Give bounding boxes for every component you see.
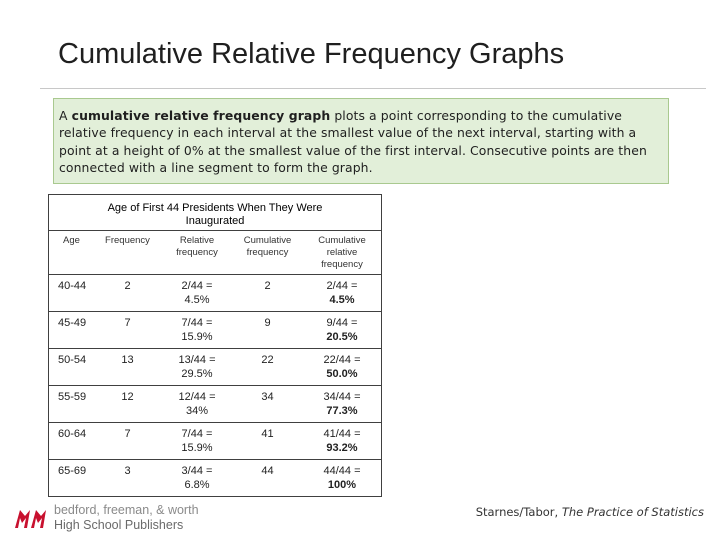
cell-relative-frequency-rel: 7/44 = (181, 317, 213, 329)
cell-age (49, 386, 93, 423)
cell-frequency (93, 386, 162, 423)
definition-term: cumulative relative frequency graph (71, 108, 331, 123)
header-relative-frequency: Relative frequency (176, 235, 218, 258)
table-row (49, 312, 381, 349)
cell-relative-frequency-rel: 13/44 = (178, 354, 216, 366)
header-age: Age (63, 235, 80, 246)
publisher-division: High School Publishers (54, 518, 184, 532)
cell-frequency-freq: 2 (124, 280, 131, 292)
cell-cumulative-relative-frequency-cumrel_pct: 93.2% (326, 442, 358, 454)
publisher-logo-icon (14, 507, 48, 529)
table-row (49, 423, 381, 460)
definition-box (53, 98, 669, 184)
cell-age-age: 50-54 (58, 354, 87, 366)
cell-cumulative-relative-frequency (303, 275, 381, 312)
cell-age (49, 349, 93, 386)
cell-relative-frequency-rel: 3/44 = (181, 465, 213, 477)
frequency-table (48, 194, 382, 497)
cell-age (49, 460, 93, 497)
cell-age-age: 60-64 (58, 428, 87, 440)
cell-frequency (93, 349, 162, 386)
cell-frequency-freq: 12 (121, 391, 134, 403)
table-row (49, 386, 381, 423)
cell-cumulative-relative-frequency-cumrel: 2/44 = (326, 280, 358, 292)
cell-cumulative-frequency (232, 349, 303, 386)
definition-text: plots a point corresponding to the cumulative relative frequency in each interval at the smallest value of the next interval, starting with a point at a height of 0% at the smallest value of the first interval. Consecutive points are then connected with a line segment to form the graph. (59, 108, 647, 176)
citation-book: The Practice of Statistics (561, 505, 704, 519)
cell-relative-frequency (162, 423, 232, 460)
cell-cumulative-relative-frequency-cumrel: 44/44 = (323, 465, 361, 477)
cell-cumulative-frequency-cum: 2 (264, 280, 271, 292)
cell-cumulative-relative-frequency-cumrel_pct: 100% (327, 479, 357, 491)
cell-relative-frequency (162, 460, 232, 497)
cell-cumulative-relative-frequency (303, 349, 381, 386)
cell-frequency (93, 423, 162, 460)
logo-mark-left (15, 510, 30, 528)
cell-frequency-freq: 7 (124, 317, 131, 329)
cell-cumulative-frequency (232, 460, 303, 497)
cell-relative-frequency-rel_pct: 6.8% (184, 479, 210, 491)
cell-cumulative-relative-frequency (303, 386, 381, 423)
cell-frequency (93, 312, 162, 349)
cell-cumulative-relative-frequency (303, 460, 381, 497)
cell-age-age: 40-44 (58, 280, 87, 292)
header-frequency: Frequency (105, 235, 150, 246)
cell-cumulative-frequency-cum: 9 (264, 317, 271, 329)
cell-age-age: 55-59 (58, 391, 87, 403)
logo-mark-right (31, 510, 46, 528)
cell-age (49, 312, 93, 349)
cell-relative-frequency (162, 386, 232, 423)
cell-cumulative-frequency (232, 275, 303, 312)
title-divider (40, 88, 706, 89)
cell-cumulative-relative-frequency-cumrel: 34/44 = (323, 391, 361, 403)
cell-relative-frequency (162, 349, 232, 386)
cell-cumulative-relative-frequency-cumrel_pct: 20.5% (326, 331, 358, 343)
cell-cumulative-relative-frequency-cumrel_pct: 77.3% (326, 405, 358, 417)
publisher-name: bedford, freeman, & worth (54, 503, 199, 517)
cell-cumulative-frequency (232, 312, 303, 349)
cell-frequency-freq: 3 (124, 465, 131, 477)
table-header-row (49, 231, 381, 275)
cell-relative-frequency-rel: 7/44 = (181, 428, 213, 440)
table-caption-text: Age of First 44 Presidents When They Were Inaugurated (107, 202, 323, 227)
table-caption (49, 195, 381, 231)
cell-frequency (93, 460, 162, 497)
table-row (49, 460, 381, 497)
cell-frequency (93, 275, 162, 312)
cell-relative-frequency-rel_pct: 4.5% (184, 294, 210, 306)
cell-relative-frequency (162, 312, 232, 349)
citation (476, 505, 704, 519)
cell-cumulative-frequency (232, 386, 303, 423)
cell-cumulative-frequency-cum: 22 (261, 354, 274, 366)
slide-title: Cumulative Relative Frequency Graphs (58, 38, 565, 70)
cell-age-age: 45-49 (58, 317, 87, 329)
cell-cumulative-relative-frequency (303, 312, 381, 349)
table-row (49, 275, 381, 312)
cell-age (49, 423, 93, 460)
cell-cumulative-frequency-cum: 34 (261, 391, 274, 403)
cell-relative-frequency-rel_pct: 15.9% (181, 442, 213, 454)
citation-authors: Starnes/Tabor, (475, 505, 562, 519)
cell-age-age: 65-69 (58, 465, 87, 477)
header-cumulative-frequency: Cumulative frequency (243, 235, 292, 258)
cell-relative-frequency-rel_pct: 29.5% (181, 368, 213, 380)
cell-relative-frequency-rel: 12/44 = (178, 391, 216, 403)
cell-relative-frequency (162, 275, 232, 312)
cell-cumulative-frequency-cum: 44 (261, 465, 274, 477)
cell-cumulative-relative-frequency-cumrel: 22/44 = (323, 354, 361, 366)
cell-cumulative-relative-frequency-cumrel_pct: 50.0% (326, 368, 358, 380)
cell-relative-frequency-rel_pct: 15.9% (181, 331, 213, 343)
cell-cumulative-frequency (232, 423, 303, 460)
cell-frequency-freq: 13 (121, 354, 134, 366)
cell-cumulative-relative-frequency-cumrel: 41/44 = (323, 428, 361, 440)
cell-age (49, 275, 93, 312)
cell-relative-frequency-rel_pct: 34% (185, 405, 209, 417)
cell-relative-frequency-rel: 2/44 = (181, 280, 213, 292)
cell-cumulative-frequency-cum: 41 (261, 428, 274, 440)
cell-cumulative-relative-frequency (303, 423, 381, 460)
cell-cumulative-relative-frequency-cumrel_pct: 4.5% (329, 294, 355, 306)
cell-cumulative-relative-frequency-cumrel: 9/44 = (326, 317, 358, 329)
publisher-logo (14, 503, 199, 533)
table-row (49, 349, 381, 386)
header-cumulative-relative-frequency: Cumulative relative frequency (318, 235, 366, 270)
cell-frequency-freq: 7 (124, 428, 131, 440)
definition-intro: A (59, 108, 72, 123)
